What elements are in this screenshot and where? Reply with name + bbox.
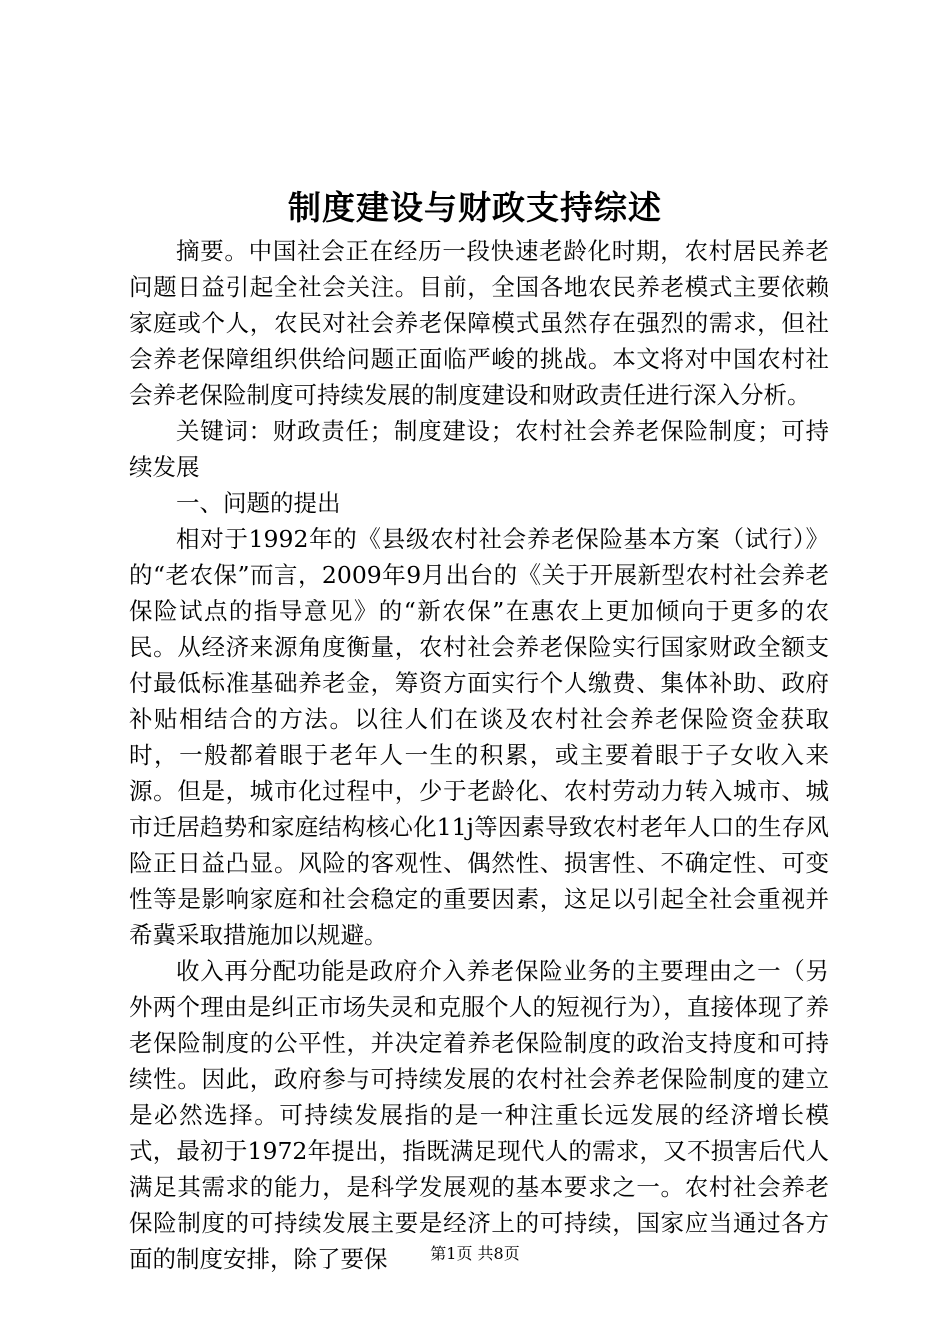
abstract-paragraph: 摘要。中国社会正在经历一段快速老龄化时期，农村居民养老问题日益引起全社会关注。目前，全国各地农民养老模式主要依赖家庭或个人，农民对社会养老保障模式虽然存在强烈的需求，但社会养老保障组织供给问题正面临严峻的挑战。本文将对中国农村社会养老保险制度可持续发展的制度建设和财政责任进行深入分析。 — [129, 237, 829, 409]
document-title: 制度建设与财政支持综述 — [288, 188, 662, 227]
page-number-footer: 第1页 共8页 — [430, 1244, 520, 1263]
body-paragraph: 收入再分配功能是政府介入养老保险业务的主要理由之一（另外两个理由是纠正市场失灵和克服个人的短视行为），直接体现了养老保险制度的公平性，并决定着养老保险制度的政治支持度和可持续性。因此，政府参与可持续发展的农村社会养老保险制度的建立是必然选择。可持续发展指的是一种注重长远发展的经济增长模式，最初于1972年提出，指既满足现代人的需求，又不损害后代人满足其需求的能力，是科学发展观的基本要求之一。农村社会养老保险制度的可持续发展主要是经济上的可持续，国家应当通过各方面的制度安排，除了要保 — [129, 957, 829, 1273]
section-heading: 一、问题的提出 — [176, 489, 341, 517]
keywords-paragraph: 关键词：财政责任；制度建设；农村社会养老保险制度；可持续发展 — [129, 417, 829, 481]
document-body — [129, 233, 829, 1277]
body-paragraph: 相对于1992年的《县级农村社会养老保险基本方案（试行）》的“老农保”而言，2009年9月出台的《关于开展新型农村社会养老保险试点的指导意见》的“新农保”在惠农上更加倾向于更多的农民。从经济来源角度衡量，农村社会养老保险实行国家财政全额支付最低标准基础养老金，筹资方面实行个人缴费、集体补助、政府补贴相结合的方法。以往人们在谈及农村社会养老保险资金获取时，一般都着眼于老年人一生的积累，或主要着眼于子女收入来源。但是，城市化过程中，少于老龄化、农村劳动力转入城市、城市迁居趋势和家庭结构核心化11j等因素导致农村老年人口的生存风险正日益凸显。风险的客观性、偶然性、损害性、不确定性、可变性等是影响家庭和社会稳定的重要因素，这足以引起全社会重视并希冀采取措施加以规避。 — [129, 525, 829, 949]
